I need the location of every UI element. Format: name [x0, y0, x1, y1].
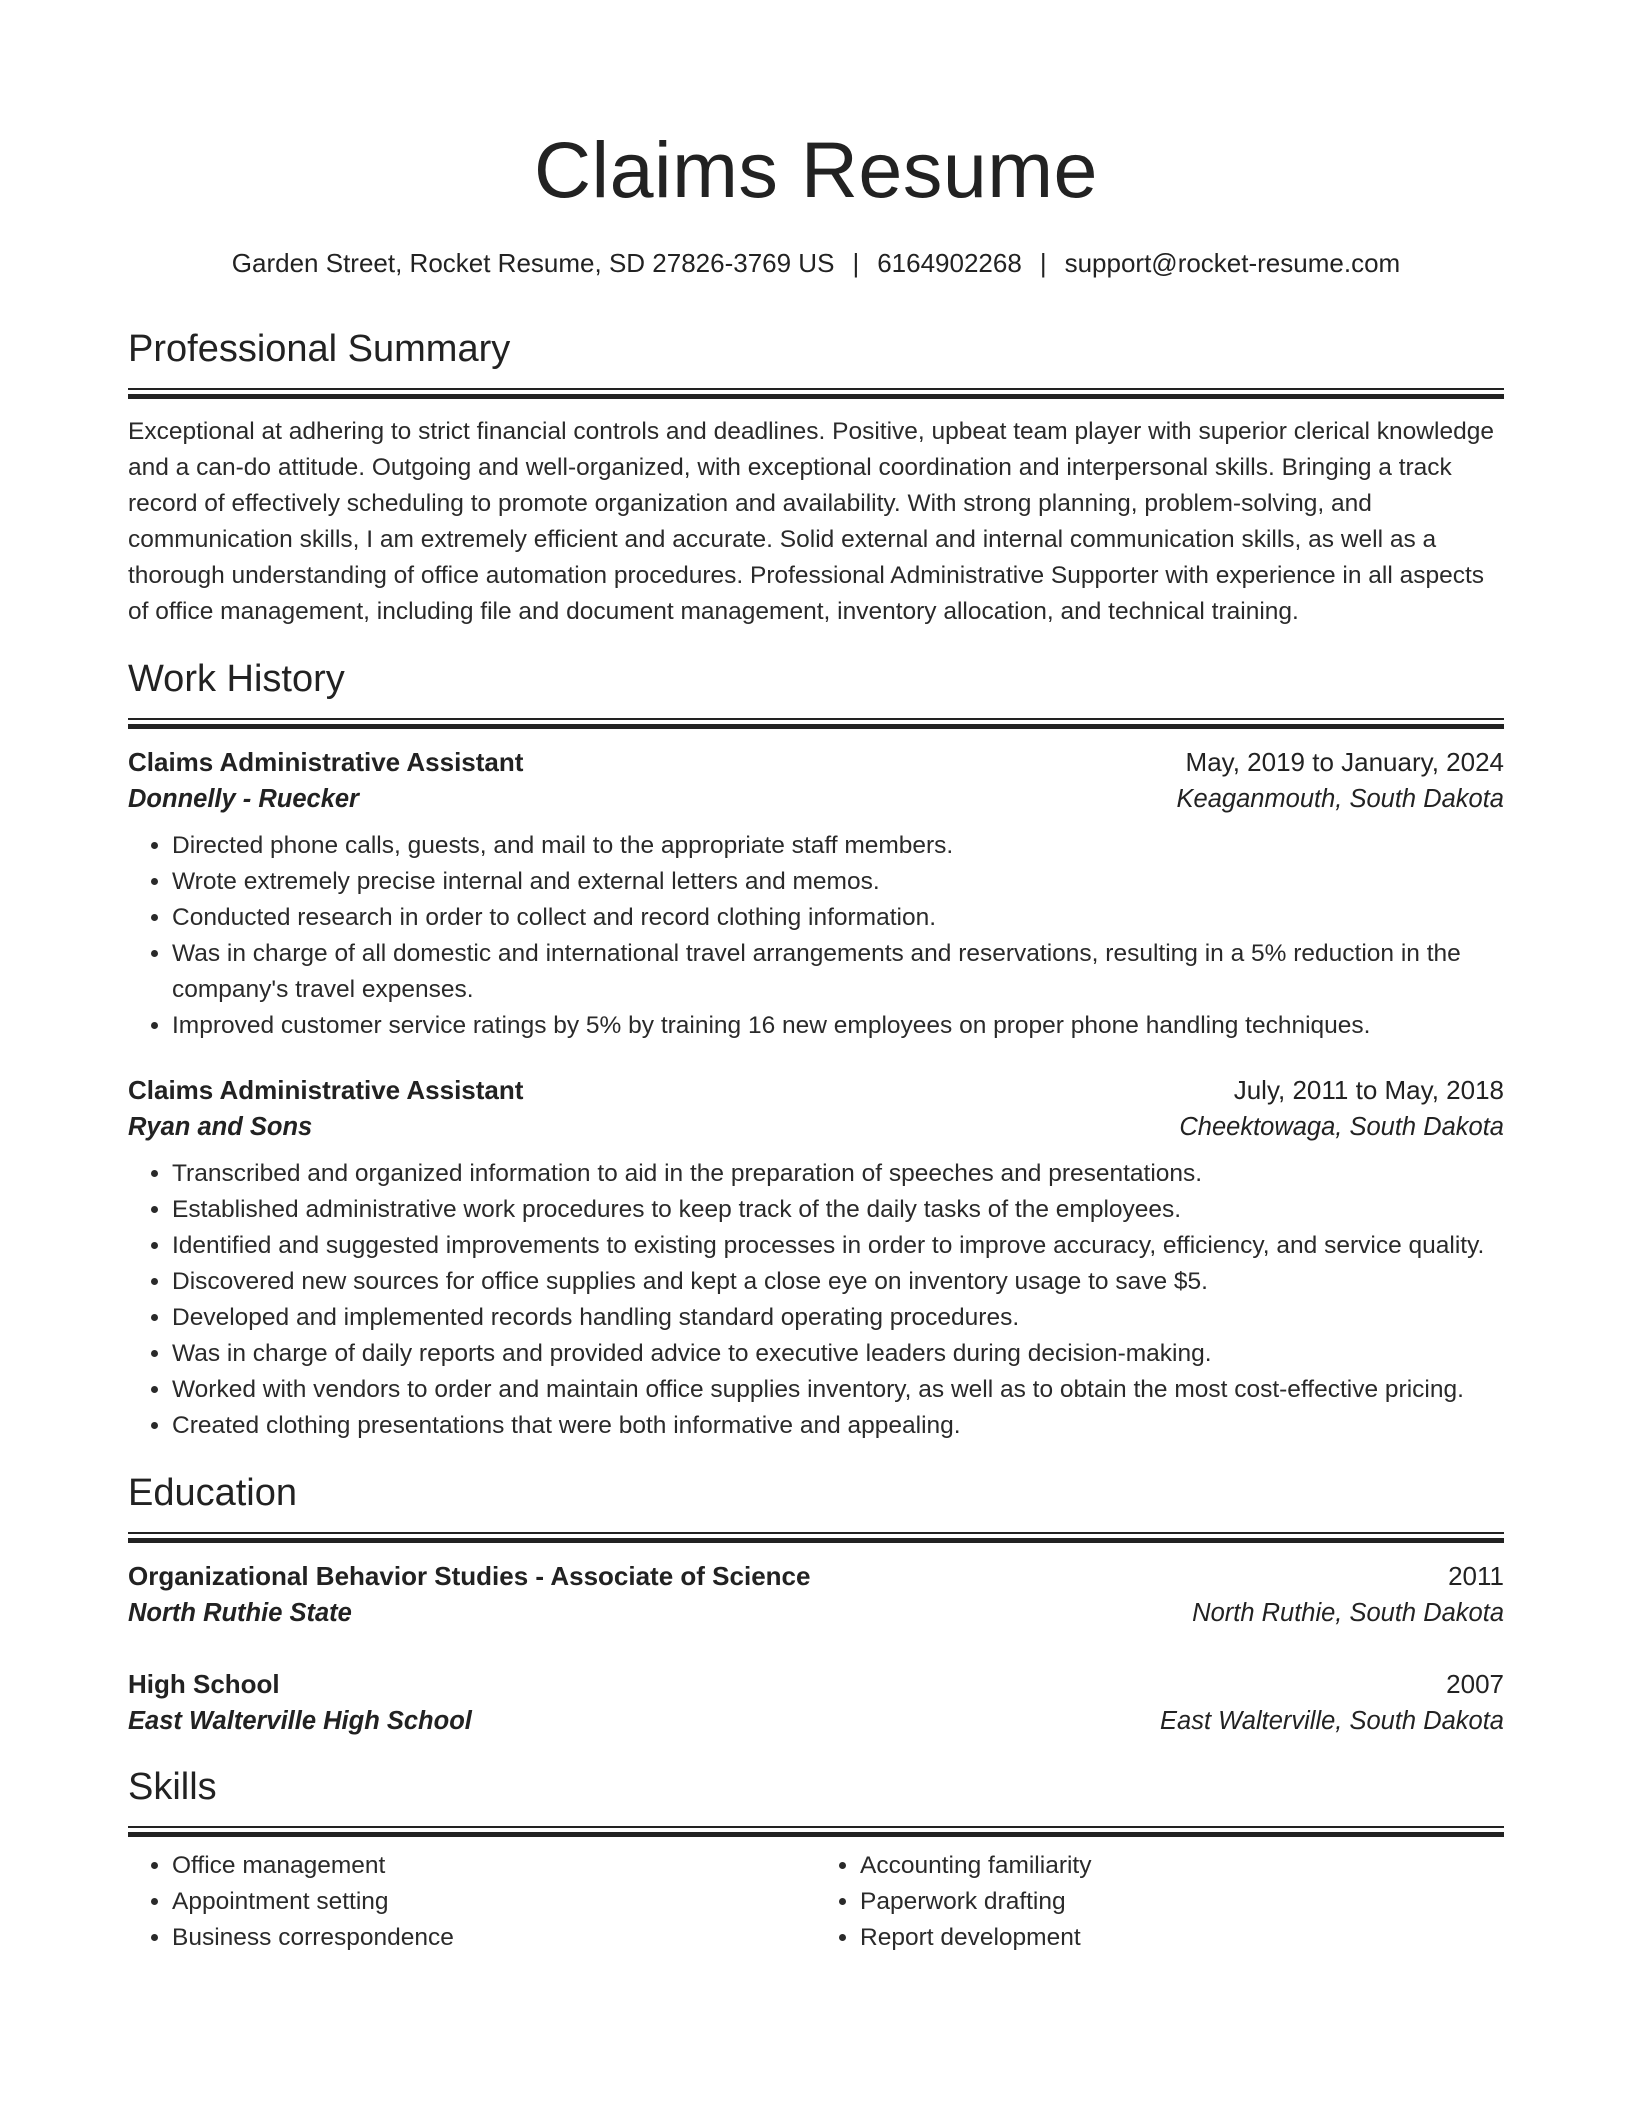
summary-section [128, 324, 1504, 630]
education-section [128, 1468, 1504, 1740]
job-dates: May, 2019 to January, 2024 [1185, 747, 1504, 777]
list-item: • Created clothing presentations that were both informative and appealing. [172, 1408, 1504, 1444]
section-title: Professional Summary [128, 328, 511, 370]
skills-column-left [128, 1848, 816, 1956]
list-item: • Wrote extremely precise internal and external letters and memos. [172, 864, 1504, 900]
list-item: • Transcribed and organized information to aid in the preparation of speeches and presentations. [172, 1156, 1504, 1192]
list-item: • Conducted research in order to collect and record clothing information. [172, 900, 1504, 936]
list-item: • Developed and implemented records handling standard operating procedures. [172, 1300, 1504, 1336]
education-entry [128, 1666, 1504, 1740]
list-item: • Discovered new sources for office supplies and kept a close eye on inventory usage to save $5. [172, 1264, 1504, 1300]
summary-text: Exceptional at adhering to strict financial controls and deadlines. Positive, upbeat team player with superior clerical knowledge and a can-do attitude. Outgoing and well-organized, with exceptional coordination and interpersonal skills. Bringing a track record of effectively scheduling to promote organization and availability. With strong planning, problem-solving, and communication skills, I am extremely efficient and accurate. Solid external and internal communication skills, as well as a thorough understanding of office automation procedures. Professional Administrative Supporter with experience in all aspects of office management, including file and document management, inventory allocation, and technical training. [128, 418, 1494, 625]
job-header [128, 1072, 1504, 1108]
job-entry [128, 1072, 1504, 1444]
company-name: Donnelly - Ruecker [128, 785, 359, 813]
job-location: Keaganmouth, South Dakota [1176, 785, 1504, 813]
education-header [128, 1666, 1504, 1702]
section-divider [128, 718, 1504, 730]
education-year: 2011 [1448, 1561, 1504, 1591]
section-title: Skills [128, 1766, 217, 1808]
education-header [128, 1558, 1504, 1594]
skill-item: • Business correspondence [172, 1920, 816, 1956]
school-location: North Ruthie, South Dakota [1192, 1599, 1504, 1627]
education-subheader [128, 1702, 1504, 1740]
skill-item: • Appointment setting [172, 1884, 816, 1920]
contact-line [128, 246, 1504, 280]
job-title: Claims Administrative Assistant [128, 1075, 524, 1105]
email: support@rocket-resume.com [1064, 248, 1401, 278]
school-name: East Walterville High School [128, 1707, 472, 1735]
education-year: 2007 [1446, 1669, 1504, 1699]
education-subheader [128, 1594, 1504, 1632]
separator: | [1039, 248, 1047, 278]
resume-title: Claims Resume [533, 125, 1098, 214]
job-title: Claims Administrative Assistant [128, 747, 524, 777]
work-history-section [128, 654, 1504, 1444]
skills-section [128, 1762, 1504, 1956]
school-name: North Ruthie State [128, 1599, 352, 1627]
job-entry [128, 744, 1504, 1044]
section-title: Work History [128, 658, 345, 700]
job-header [128, 744, 1504, 780]
job-bullets [128, 828, 1504, 1044]
list-item: • Directed phone calls, guests, and mail to the appropriate staff members. [172, 828, 1504, 864]
skills-column-right [816, 1848, 1504, 1956]
skill-item: • Office management [172, 1848, 816, 1884]
list-item: • Was in charge of all domestic and international travel arrangements and reservations, resulting in a 5% reduction in the company's travel expenses. [172, 936, 1504, 1008]
list-item: • Identified and suggested improvements to existing processes in order to improve accuracy, efficiency, and service quality. [172, 1228, 1504, 1264]
list-item: • Improved customer service ratings by 5% by training 16 new employees on proper phone handling techniques. [172, 1008, 1504, 1044]
degree-title: Organizational Behavior Studies - Associate of Science [128, 1561, 811, 1591]
school-location: East Walterville, South Dakota [1160, 1707, 1504, 1735]
section-divider [128, 1826, 1504, 1838]
list-item: • Was in charge of daily reports and provided advice to executive leaders during decision-making. [172, 1336, 1504, 1372]
degree-title: High School [128, 1669, 280, 1699]
job-dates: July, 2011 to May, 2018 [1233, 1075, 1504, 1105]
separator: | [852, 248, 860, 278]
skill-item: • Accounting familiarity [860, 1848, 1504, 1884]
section-title: Education [128, 1472, 298, 1514]
address: Garden Street, Rocket Resume, SD 27826-3769 US [231, 248, 835, 278]
skill-item: • Paperwork drafting [860, 1884, 1504, 1920]
section-divider [128, 388, 1504, 400]
skills-grid [128, 1848, 1504, 1956]
list-item: • Established administrative work procedures to keep track of the daily tasks of the employees. [172, 1192, 1504, 1228]
company-name: Ryan and Sons [128, 1113, 313, 1141]
job-bullets [128, 1156, 1504, 1444]
job-subheader [128, 1108, 1504, 1146]
job-subheader [128, 780, 1504, 818]
phone: 6164902268 [877, 248, 1022, 278]
section-divider [128, 1532, 1504, 1544]
education-entry [128, 1558, 1504, 1632]
job-location: Cheektowaga, South Dakota [1179, 1113, 1504, 1141]
list-item: • Worked with vendors to order and maintain office supplies inventory, as well as to obtain the most cost-effective pricing. [172, 1372, 1504, 1408]
skill-item: • Report development [860, 1920, 1504, 1956]
